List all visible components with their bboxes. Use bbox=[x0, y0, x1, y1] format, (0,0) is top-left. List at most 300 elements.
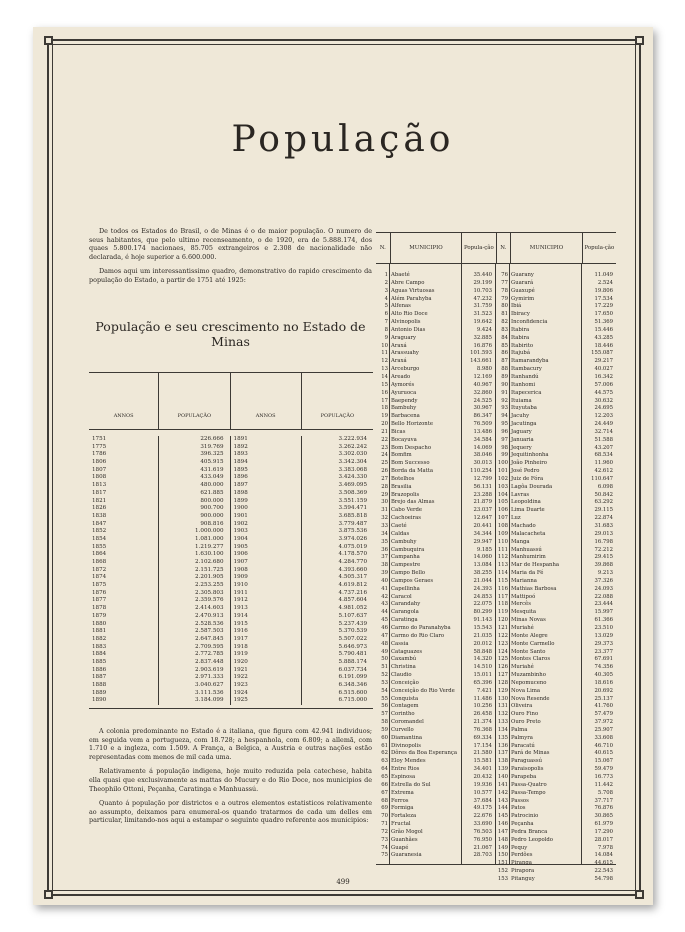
population-cell: 3.551.159 bbox=[338, 497, 367, 504]
number-cell: 110 bbox=[497, 538, 508, 545]
municipio-cell: Piranga bbox=[511, 860, 532, 867]
population-cell: 32.860 bbox=[473, 389, 492, 396]
number-cell: 38 bbox=[381, 562, 388, 569]
number-cell: 57 bbox=[381, 711, 388, 718]
population-cell: 37.326 bbox=[594, 577, 613, 584]
population-cell: 32.885 bbox=[473, 334, 492, 341]
year-cell: 1864 bbox=[92, 551, 107, 558]
municipio-cell: Perdões bbox=[511, 852, 533, 859]
population-cell: 3.222.934 bbox=[338, 436, 367, 442]
year-cell: 1897 bbox=[233, 482, 248, 489]
population-cell: 2.528.536 bbox=[195, 620, 224, 627]
municipio-cell: Carmo do Paranahyba bbox=[391, 624, 451, 631]
population-cell: 110.647 bbox=[591, 475, 613, 482]
population-cell: 37.972 bbox=[594, 719, 613, 726]
population-cell: 17.290 bbox=[594, 828, 613, 835]
municipio-cell: Arassuahy bbox=[391, 350, 419, 357]
municipio-cell: Nova Resende bbox=[511, 695, 550, 702]
number-cell: 99 bbox=[501, 452, 508, 459]
number-cell: 149 bbox=[497, 844, 508, 851]
number-cell: 24 bbox=[381, 452, 388, 459]
municipio-cell: Aymorés bbox=[391, 381, 415, 388]
municipio-cell: Antonio Dias bbox=[391, 326, 426, 333]
municipio-cell: Cambuhy bbox=[391, 538, 417, 545]
population-cell: 2.587.503 bbox=[195, 628, 224, 635]
number-cell: 89 bbox=[501, 373, 508, 380]
number-cell: 13 bbox=[381, 366, 388, 373]
population-cell: 18.446 bbox=[594, 342, 613, 349]
population-cell: 33.608 bbox=[594, 734, 613, 741]
column-header: N. bbox=[376, 233, 391, 263]
number-cell: 118 bbox=[497, 601, 508, 608]
population-cell: 4.075.019 bbox=[338, 543, 367, 550]
municipio-cell: Bom Successo bbox=[391, 460, 430, 467]
number-cell: 11 bbox=[381, 350, 388, 357]
population-cell: 14.084 bbox=[594, 852, 613, 859]
population-cell: 900.700 bbox=[200, 505, 224, 512]
year-cell: 1894 bbox=[233, 459, 248, 466]
municipio-cell: Maria da Fé bbox=[511, 570, 544, 577]
municipio-cell: Abaeté bbox=[391, 272, 410, 278]
municipio-cell: Caxambú bbox=[391, 656, 417, 663]
number-cell: 105 bbox=[497, 499, 508, 506]
municipio-cell: Montes Claros bbox=[511, 656, 551, 663]
municipio-cell: Conceição bbox=[391, 679, 419, 686]
population-cell: 17.229 bbox=[594, 303, 613, 310]
number-cell: 45 bbox=[381, 617, 388, 624]
municipio-cell: Paracatú bbox=[511, 742, 535, 749]
municipio-cell: Muriahé bbox=[511, 664, 534, 671]
population-cell: 2.837.448 bbox=[195, 658, 224, 665]
year-cell: 1913 bbox=[233, 605, 248, 612]
population-cell: 5.646.973 bbox=[338, 643, 367, 650]
municipio-cell: Monte Alegre bbox=[511, 632, 548, 639]
municipio-cell: Campo Bello bbox=[391, 570, 426, 577]
corner-ornament bbox=[44, 36, 53, 45]
population-cell: 5.107.637 bbox=[338, 612, 367, 619]
population-cell: 21.035 bbox=[473, 632, 492, 639]
population-cell: 8.980 bbox=[476, 366, 492, 373]
population-cell: 23.288 bbox=[473, 491, 492, 498]
number-cell: 12 bbox=[381, 358, 388, 365]
population-cell: 37.684 bbox=[473, 797, 492, 804]
year-cell: 1880 bbox=[92, 620, 107, 627]
population-cell: 31.523 bbox=[473, 311, 492, 318]
population-cell: 31.683 bbox=[594, 523, 613, 529]
municipio-cell: Botelhos bbox=[391, 475, 415, 482]
document-page bbox=[33, 27, 653, 905]
population-cell: 22.874 bbox=[594, 515, 613, 522]
year-cell: 1909 bbox=[233, 574, 248, 581]
population-cell: 2.201.905 bbox=[195, 574, 224, 581]
municipio-cell: Alto Rio Doce bbox=[391, 311, 428, 318]
population-cell: 12.203 bbox=[594, 413, 613, 420]
municipio-cell: Espinosa bbox=[391, 774, 416, 780]
municipio-cell: Muriahé bbox=[511, 624, 534, 631]
municipio-cell: Mattipoó bbox=[511, 593, 536, 600]
number-cell: 28 bbox=[381, 483, 388, 490]
population-cell: 21.580 bbox=[473, 750, 492, 757]
municipio-cell: Minas Novas bbox=[511, 617, 546, 624]
population-cell: 3.040.627 bbox=[195, 682, 224, 688]
number-cell: 74 bbox=[381, 844, 388, 851]
population-cell: 5.708 bbox=[597, 789, 613, 796]
number-cell: 69 bbox=[381, 805, 388, 812]
number-cell: 22 bbox=[381, 436, 388, 443]
number-cell: 108 bbox=[497, 523, 508, 529]
municipio-cell: Claudio bbox=[391, 672, 412, 679]
number-cell: 52 bbox=[381, 672, 388, 679]
population-cell: 72.212 bbox=[594, 546, 613, 553]
municipio-cell: Borda da Matta bbox=[391, 468, 434, 475]
number-cell: 123 bbox=[497, 640, 508, 647]
number-cell: 133 bbox=[497, 719, 508, 726]
number-cell: 114 bbox=[497, 570, 508, 577]
population-cell: 80.299 bbox=[473, 609, 492, 616]
municipio-cell: Mathias Barbosa bbox=[511, 585, 557, 592]
municipio-cell: Manga bbox=[511, 538, 530, 545]
number-cell: 139 bbox=[497, 766, 508, 773]
population-cell: 63.292 bbox=[594, 499, 613, 506]
population-cell: 11.486 bbox=[473, 695, 492, 702]
municipio-cell: Peçanha bbox=[511, 821, 534, 828]
municipio-cell: Divinopolis bbox=[391, 742, 421, 749]
population-cell: 3.111.536 bbox=[195, 689, 224, 696]
municipio-cell: Palma bbox=[511, 726, 528, 733]
population-cell: 76.509 bbox=[473, 421, 492, 428]
number-cell: 3 bbox=[384, 287, 388, 294]
number-cell: 153 bbox=[497, 875, 508, 882]
municipio-cell: Caldas bbox=[391, 530, 410, 537]
year-cell: 1902 bbox=[233, 520, 248, 527]
year-cell: 1914 bbox=[233, 612, 248, 619]
number-cell: 136 bbox=[497, 742, 508, 749]
year-cell: 1886 bbox=[92, 666, 107, 673]
population-cell: 2.359.576 bbox=[195, 597, 224, 604]
population-cell: 13.029 bbox=[594, 632, 613, 639]
number-cell: 142 bbox=[497, 789, 508, 796]
population-cell: 21.067 bbox=[473, 844, 492, 851]
municipio-cell: Dôres da Boa Esperança bbox=[391, 750, 457, 757]
population-cell: 2.524 bbox=[597, 279, 613, 286]
year-cell: 1847 bbox=[92, 520, 107, 527]
number-cell: 7 bbox=[384, 319, 388, 326]
number-cell: 23 bbox=[381, 444, 388, 451]
year-cell: 1925 bbox=[233, 697, 248, 704]
population-cell: 9.185 bbox=[476, 546, 492, 553]
municipio-cell: Mar de Hespanha bbox=[511, 562, 560, 569]
number-cell: 39 bbox=[381, 570, 388, 577]
population-cell: 43.285 bbox=[594, 334, 613, 341]
number-cell: 117 bbox=[497, 593, 508, 600]
population-cell: 480.000 bbox=[200, 482, 224, 489]
municipio-cell: Ouro Fino bbox=[511, 711, 539, 718]
population-cell: 5.370.539 bbox=[338, 628, 367, 635]
population-cell: 2.414.603 bbox=[195, 605, 224, 612]
number-cell: 64 bbox=[381, 766, 388, 773]
number-cell: 36 bbox=[381, 546, 388, 553]
number-cell: 79 bbox=[501, 295, 508, 302]
population-cell: 76.876 bbox=[594, 805, 613, 812]
year-cell: 1923 bbox=[233, 682, 248, 688]
number-cell: 48 bbox=[381, 640, 388, 647]
population-cell: 3.974.026 bbox=[338, 535, 367, 542]
number-cell: 9 bbox=[384, 334, 388, 341]
year-cell: 1887 bbox=[92, 674, 107, 681]
municipio-cell: Corinthо bbox=[391, 711, 415, 718]
population-cell: 24.093 bbox=[594, 585, 613, 592]
number-cell: 61 bbox=[381, 742, 388, 749]
number-cell: 32 bbox=[381, 515, 388, 522]
population-cell: 20.692 bbox=[594, 687, 613, 694]
year-cell: 1868 bbox=[92, 559, 107, 565]
number-cell: 86 bbox=[501, 350, 508, 357]
year-cell: 1888 bbox=[92, 682, 107, 688]
population-cell: 29.947 bbox=[473, 538, 492, 545]
number-cell: 88 bbox=[501, 366, 508, 373]
growth-table bbox=[89, 372, 373, 709]
municipio-cell: Jacutinga bbox=[511, 421, 537, 428]
population-cell: 3.424.330 bbox=[338, 474, 367, 481]
number-cell: 68 bbox=[381, 797, 388, 804]
column-header: MUNICIPIO bbox=[511, 233, 583, 263]
population-cell: 59.479 bbox=[594, 766, 613, 773]
number-cell: 15 bbox=[381, 381, 388, 388]
closing-paragraph: Quanto á população por districtos e a outros elementos estatisticos relativamente ao assumpto, deixamos para enumeral-os quando tratarmos de cada um delles em particular, limitando-nos aqui a estampar o seguinte quadro referente aos municipios: bbox=[89, 799, 372, 825]
population-cell: 10.577 bbox=[473, 789, 492, 796]
population-cell: 20.441 bbox=[473, 523, 492, 529]
municipio-cell: Caeté bbox=[391, 523, 407, 529]
population-cell: 13.084 bbox=[473, 562, 492, 569]
municipio-cell: Lavras bbox=[511, 491, 530, 498]
population-column bbox=[302, 436, 373, 705]
municipio-cell: Entre Rios bbox=[391, 766, 420, 773]
number-cell: 67 bbox=[381, 789, 388, 796]
municipio-cell: Curvello bbox=[391, 726, 414, 733]
population-cell: 101.593 bbox=[470, 350, 492, 357]
municipio-cell: Ouro Preto bbox=[511, 719, 541, 726]
municipio-table-body bbox=[376, 264, 616, 882]
municipio-cell: Paraguassú bbox=[511, 758, 542, 765]
municipio-cell: Areado bbox=[391, 373, 411, 380]
municipio-cell: José Pedro bbox=[511, 468, 540, 475]
year-cell: 1905 bbox=[233, 543, 248, 550]
year-cell: 1854 bbox=[92, 535, 107, 542]
municipio-cell: Pedra Branca bbox=[511, 828, 548, 835]
population-cell: 4.393.660 bbox=[338, 566, 367, 573]
population-cell: 15.543 bbox=[473, 624, 492, 631]
municipio-cell: Pedro Leopoldo bbox=[511, 836, 553, 843]
number-cell: 135 bbox=[497, 734, 508, 741]
closing-paragraph: Relativamente á população indigena, hoje muito reduzida pela catechese, habita ella quasi que exclusivamente as mattas do Mucury e do Rio Doce, nos municipios de Theophilo Ottoni, Peçanha, Caratinga e Manhuassú. bbox=[89, 767, 372, 793]
population-cell: 32.714 bbox=[594, 428, 613, 435]
number-cell: 140 bbox=[497, 774, 508, 780]
population-cell: 2.151.725 bbox=[195, 566, 224, 573]
number-cell: 111 bbox=[497, 546, 508, 553]
number-cell: 40 bbox=[381, 577, 388, 584]
number-cell: 19 bbox=[381, 413, 388, 420]
year-cell: 1920 bbox=[233, 658, 248, 665]
number-cell: 126 bbox=[497, 664, 508, 671]
number-cell: 16 bbox=[381, 389, 388, 396]
municipio-cell: Nova Lima bbox=[511, 687, 541, 694]
population-cell: 30.865 bbox=[594, 813, 613, 820]
municipio-cell: Diamantina bbox=[391, 734, 423, 741]
population-cell: 40.615 bbox=[594, 750, 613, 757]
population-cell: 6.098 bbox=[597, 483, 613, 490]
number-cell: 102 bbox=[497, 475, 508, 482]
number-cell: 77 bbox=[501, 279, 508, 286]
number-cell: 144 bbox=[497, 805, 508, 812]
number-cell: 5 bbox=[384, 303, 388, 310]
municipio-cell: Cambuquira bbox=[391, 546, 425, 553]
population-cell: 14.069 bbox=[473, 444, 492, 451]
population-cell: 110.254 bbox=[470, 468, 492, 475]
municipio-cell: Ibiá bbox=[511, 303, 522, 310]
year-cell: 1893 bbox=[233, 451, 248, 458]
corner-ornament bbox=[635, 36, 644, 45]
year-cell: 1876 bbox=[92, 589, 107, 596]
number-cell: 41 bbox=[381, 585, 388, 592]
municipio-cell: Bambuhy bbox=[391, 405, 417, 412]
population-cell: 31.759 bbox=[473, 303, 492, 310]
population-cell: 2.470.913 bbox=[195, 612, 224, 619]
municipio-cell: Carangola bbox=[391, 609, 419, 616]
population-cell: 56.131 bbox=[473, 483, 492, 490]
municipio-cell: Itabirito bbox=[511, 342, 534, 349]
population-cell: 3.184.099 bbox=[195, 697, 224, 704]
number-cell: 66 bbox=[381, 781, 388, 788]
population-cell: 19.936 bbox=[473, 781, 492, 788]
number-cell: 14 bbox=[381, 373, 388, 380]
municipio-column bbox=[390, 264, 462, 864]
municipio-cell: Monte Carmello bbox=[511, 640, 555, 647]
population-cell: 38.046 bbox=[473, 452, 492, 459]
municipio-cell: Gymirim bbox=[511, 295, 535, 302]
population-cell: 2.647.845 bbox=[195, 635, 224, 642]
municipio-cell: Caratinga bbox=[391, 617, 418, 624]
municipio-cell: Paraisopolis bbox=[511, 766, 544, 773]
population-cell: 1.630.100 bbox=[195, 551, 224, 558]
municipio-cell: Pitanguy bbox=[511, 875, 535, 882]
year-cell: 1882 bbox=[92, 635, 107, 642]
year-cell: 1919 bbox=[233, 651, 248, 658]
population-cell: 30.967 bbox=[473, 405, 492, 412]
number-cell: 152 bbox=[497, 868, 508, 875]
municipio-cell: Machado bbox=[511, 523, 536, 529]
population-cell: 41.760 bbox=[594, 703, 613, 710]
column-header: POPULAÇÃO bbox=[320, 413, 355, 419]
municipio-cell: Christina bbox=[391, 664, 416, 671]
municipio-cell: Lima Duarte bbox=[511, 507, 545, 514]
municipio-cell: Itapecerica bbox=[511, 389, 542, 396]
year-cell: 1912 bbox=[233, 597, 248, 604]
number-cell: 101 bbox=[497, 468, 508, 475]
population-cell: 40.305 bbox=[594, 672, 613, 679]
number-column bbox=[496, 264, 510, 882]
municipio-cell: Itabira bbox=[511, 334, 530, 341]
population-cell: 38.255 bbox=[473, 570, 492, 577]
municipio-table-header bbox=[376, 233, 616, 264]
population-cell: 30.013 bbox=[473, 460, 492, 467]
population-column bbox=[159, 436, 230, 705]
municipio-cell: Baependy bbox=[391, 397, 418, 404]
municipio-cell: Arceburgo bbox=[391, 366, 420, 373]
municipio-cell: Malacacheta bbox=[511, 530, 546, 537]
column-header: Popula-ção bbox=[584, 245, 615, 251]
population-cell: 7.978 bbox=[597, 844, 613, 851]
population-cell: 4.284.770 bbox=[338, 559, 367, 565]
number-cell: 107 bbox=[497, 515, 508, 522]
number-cell: 56 bbox=[381, 703, 388, 710]
population-cell: 44.575 bbox=[594, 389, 613, 396]
population-cell: 61.979 bbox=[594, 821, 613, 828]
municipio-cell: Passa-Tempo bbox=[511, 789, 546, 796]
municipio-cell: Abre Campo bbox=[391, 279, 425, 286]
number-cell: 46 bbox=[381, 624, 388, 631]
municipio-cell: Jequitinhonha bbox=[511, 452, 549, 459]
municipio-cell: Campos Geraes bbox=[391, 577, 434, 584]
population-cell: 431.619 bbox=[200, 466, 224, 473]
number-cell: 109 bbox=[497, 530, 508, 537]
population-cell: 11.442 bbox=[594, 781, 613, 788]
municipio-cell: Cabo Verde bbox=[391, 507, 423, 514]
population-cell: 15.581 bbox=[473, 758, 492, 765]
municipio-cell: Alvinopolis bbox=[391, 319, 421, 326]
number-cell: 43 bbox=[381, 601, 388, 608]
intro-text bbox=[89, 227, 372, 291]
population-cell: 24.695 bbox=[594, 405, 613, 412]
population-cell: 29.415 bbox=[594, 554, 613, 561]
number-cell: 35 bbox=[381, 538, 388, 545]
municipio-cell: Guarará bbox=[511, 279, 534, 286]
number-cell: 54 bbox=[381, 687, 388, 694]
population-cell: 12.799 bbox=[473, 475, 492, 482]
number-cell: 96 bbox=[501, 428, 508, 435]
column-header: MUNICIPIO bbox=[391, 233, 463, 263]
number-cell: 59 bbox=[381, 726, 388, 733]
number-cell: 50 bbox=[381, 656, 388, 663]
year-cell: 1889 bbox=[92, 689, 107, 696]
number-cell: 33 bbox=[381, 523, 388, 529]
number-cell: 90 bbox=[501, 381, 508, 388]
population-cell: 22.075 bbox=[473, 601, 492, 608]
number-cell: 60 bbox=[381, 734, 388, 741]
number-cell: 141 bbox=[497, 781, 508, 788]
number-cell: 92 bbox=[501, 397, 508, 404]
municipio-cell: Brazopolis bbox=[391, 491, 420, 498]
number-cell: 95 bbox=[501, 421, 508, 428]
year-cell: 1903 bbox=[233, 528, 248, 535]
municipio-cell: Extrema bbox=[391, 789, 414, 796]
population-cell: 3.383.068 bbox=[338, 466, 367, 473]
number-cell: 151 bbox=[497, 860, 508, 867]
year-cell: 1895 bbox=[233, 466, 248, 473]
population-cell: 3.342.304 bbox=[338, 459, 367, 466]
number-cell: 97 bbox=[501, 436, 508, 443]
population-cell: 13.486 bbox=[473, 428, 492, 435]
population-cell: 3.875.536 bbox=[338, 528, 367, 535]
population-cell: 12.647 bbox=[473, 515, 492, 522]
number-cell: 91 bbox=[501, 389, 508, 396]
number-cell: 44 bbox=[381, 609, 388, 616]
population-cell: 2.772.785 bbox=[195, 651, 224, 658]
population-cell: 51.588 bbox=[594, 436, 613, 443]
municipio-cell: Fortaleza bbox=[391, 813, 417, 820]
municipio-cell: Itabira bbox=[511, 326, 530, 333]
population-cell: 23.037 bbox=[473, 507, 492, 514]
population-cell: 30.632 bbox=[594, 397, 613, 404]
